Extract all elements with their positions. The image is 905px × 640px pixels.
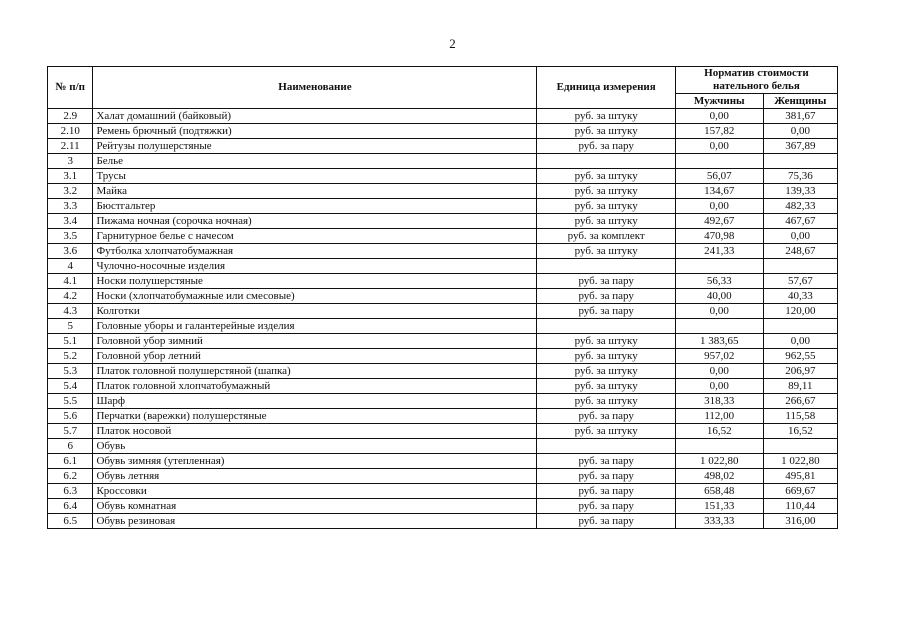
row-women-value-cell	[763, 259, 837, 274]
row-men-value-cell: 498,02	[675, 469, 763, 484]
row-women-value-cell: 0,00	[763, 334, 837, 349]
table-row	[48, 454, 838, 469]
row-men-value-cell: 1 022,80	[675, 454, 763, 469]
row-men-value-cell: 470,98	[675, 229, 763, 244]
row-men-value-cell: 56,07	[675, 169, 763, 184]
row-number-cell: 6.1	[48, 454, 93, 469]
table-row	[48, 169, 838, 184]
row-unit-cell: руб. за штуку	[537, 169, 675, 184]
row-unit-cell: руб. за пару	[537, 304, 675, 319]
row-number-cell: 6.3	[48, 484, 93, 499]
header-norm: Норматив стоимости нательного белья	[675, 67, 837, 94]
row-number-cell: 4.3	[48, 304, 93, 319]
row-men-value-cell: 0,00	[675, 379, 763, 394]
row-women-value-cell: 1 022,80	[763, 454, 837, 469]
header-women: Женщины	[763, 94, 837, 109]
row-name-cell: Обувь летняя	[93, 469, 537, 484]
row-men-value-cell: 333,33	[675, 514, 763, 529]
row-number-cell: 3.1	[48, 169, 93, 184]
row-name-cell: Майка	[93, 184, 537, 199]
row-unit-cell: руб. за пару	[537, 469, 675, 484]
row-women-value-cell: 89,11	[763, 379, 837, 394]
row-name-cell: Рейтузы полушерстяные	[93, 139, 537, 154]
row-men-value-cell: 0,00	[675, 199, 763, 214]
row-number-cell: 2.9	[48, 109, 93, 124]
row-unit-cell: руб. за штуку	[537, 124, 675, 139]
table-row	[48, 289, 838, 304]
row-unit-cell: руб. за пару	[537, 274, 675, 289]
row-number-cell: 6.4	[48, 499, 93, 514]
header-name: Наименование	[93, 67, 537, 109]
row-men-value-cell: 957,02	[675, 349, 763, 364]
row-number-cell: 3.2	[48, 184, 93, 199]
table-row	[48, 229, 838, 244]
row-name-cell: Бюстгальтер	[93, 199, 537, 214]
row-unit-cell: руб. за штуку	[537, 379, 675, 394]
row-unit-cell: руб. за пару	[537, 454, 675, 469]
row-unit-cell: руб. за штуку	[537, 334, 675, 349]
row-name-cell: Головной убор летний	[93, 349, 537, 364]
row-unit-cell: руб. за штуку	[537, 214, 675, 229]
row-women-value-cell: 0,00	[763, 229, 837, 244]
row-women-value-cell: 75,36	[763, 169, 837, 184]
row-number-cell: 3.3	[48, 199, 93, 214]
row-men-value-cell: 157,82	[675, 124, 763, 139]
row-number-cell: 5.3	[48, 364, 93, 379]
row-name-cell: Головной убор зимний	[93, 334, 537, 349]
row-name-cell: Обувь	[93, 439, 537, 454]
row-number-cell: 4.2	[48, 289, 93, 304]
table-row	[48, 274, 838, 289]
row-men-value-cell: 56,33	[675, 274, 763, 289]
row-men-value-cell: 0,00	[675, 139, 763, 154]
row-men-value-cell: 1 383,65	[675, 334, 763, 349]
header-men: Мужчины	[675, 94, 763, 109]
table-row	[48, 514, 838, 529]
row-name-cell: Белье	[93, 154, 537, 169]
row-women-value-cell	[763, 439, 837, 454]
row-unit-cell	[537, 319, 675, 334]
row-unit-cell: руб. за штуку	[537, 109, 675, 124]
row-men-value-cell: 658,48	[675, 484, 763, 499]
row-name-cell: Носки полушерстяные	[93, 274, 537, 289]
table-row	[48, 184, 838, 199]
row-unit-cell: руб. за штуку	[537, 364, 675, 379]
table-row	[48, 154, 838, 169]
row-unit-cell	[537, 439, 675, 454]
row-name-cell: Кроссовки	[93, 484, 537, 499]
row-women-value-cell: 206,97	[763, 364, 837, 379]
row-men-value-cell: 0,00	[675, 304, 763, 319]
row-number-cell: 3.4	[48, 214, 93, 229]
row-name-cell: Головные уборы и галантерейные изделия	[93, 319, 537, 334]
row-women-value-cell: 381,67	[763, 109, 837, 124]
table-row	[48, 334, 838, 349]
row-number-cell: 5.7	[48, 424, 93, 439]
table-row	[48, 394, 838, 409]
row-women-value-cell	[763, 319, 837, 334]
row-women-value-cell: 266,67	[763, 394, 837, 409]
row-women-value-cell: 248,67	[763, 244, 837, 259]
table-row	[48, 379, 838, 394]
row-women-value-cell: 669,67	[763, 484, 837, 499]
row-number-cell: 5.5	[48, 394, 93, 409]
row-women-value-cell: 367,89	[763, 139, 837, 154]
row-number-cell: 4	[48, 259, 93, 274]
row-number-cell: 4.1	[48, 274, 93, 289]
row-men-value-cell: 16,52	[675, 424, 763, 439]
row-name-cell: Трусы	[93, 169, 537, 184]
row-name-cell: Колготки	[93, 304, 537, 319]
row-unit-cell: руб. за комплект	[537, 229, 675, 244]
row-unit-cell	[537, 259, 675, 274]
table-row	[48, 349, 838, 364]
row-number-cell: 6.5	[48, 514, 93, 529]
row-number-cell: 6	[48, 439, 93, 454]
row-women-value-cell: 40,33	[763, 289, 837, 304]
table-row	[48, 304, 838, 319]
row-men-value-cell: 0,00	[675, 109, 763, 124]
table-row	[48, 439, 838, 454]
row-women-value-cell	[763, 154, 837, 169]
row-women-value-cell: 110,44	[763, 499, 837, 514]
row-men-value-cell: 0,00	[675, 364, 763, 379]
norms-table	[47, 66, 838, 529]
row-name-cell: Обувь зимняя (утепленная)	[93, 454, 537, 469]
row-women-value-cell: 120,00	[763, 304, 837, 319]
row-name-cell: Перчатки (варежки) полушерстяные	[93, 409, 537, 424]
row-number-cell: 3	[48, 154, 93, 169]
table-row	[48, 364, 838, 379]
row-number-cell: 5.4	[48, 379, 93, 394]
row-men-value-cell: 241,33	[675, 244, 763, 259]
row-number-cell: 5.2	[48, 349, 93, 364]
row-women-value-cell: 16,52	[763, 424, 837, 439]
row-name-cell: Платок головной полушерстяной (шапка)	[93, 364, 537, 379]
row-unit-cell: руб. за штуку	[537, 349, 675, 364]
row-unit-cell: руб. за пару	[537, 289, 675, 304]
row-men-value-cell	[675, 259, 763, 274]
table-row	[48, 214, 838, 229]
row-men-value-cell	[675, 154, 763, 169]
row-unit-cell: руб. за пару	[537, 139, 675, 154]
row-men-value-cell	[675, 319, 763, 334]
row-number-cell: 2.10	[48, 124, 93, 139]
row-number-cell: 5.1	[48, 334, 93, 349]
table-row	[48, 124, 838, 139]
row-women-value-cell: 495,81	[763, 469, 837, 484]
table-row	[48, 409, 838, 424]
header-number: № п/п	[48, 67, 93, 109]
row-name-cell: Платок головной хлопчатобумажный	[93, 379, 537, 394]
row-men-value-cell: 492,67	[675, 214, 763, 229]
row-unit-cell: руб. за пару	[537, 499, 675, 514]
row-unit-cell: руб. за штуку	[537, 199, 675, 214]
row-men-value-cell: 151,33	[675, 499, 763, 514]
row-number-cell: 5.6	[48, 409, 93, 424]
row-unit-cell: руб. за пару	[537, 484, 675, 499]
row-number-cell: 5	[48, 319, 93, 334]
row-name-cell: Халат домашний (байковый)	[93, 109, 537, 124]
row-women-value-cell: 115,58	[763, 409, 837, 424]
row-unit-cell	[537, 154, 675, 169]
row-women-value-cell: 57,67	[763, 274, 837, 289]
table-row	[48, 109, 838, 124]
row-name-cell: Чулочно-носочные изделия	[93, 259, 537, 274]
row-men-value-cell: 134,67	[675, 184, 763, 199]
row-unit-cell: руб. за штуку	[537, 424, 675, 439]
row-name-cell: Носки (хлопчатобумажные или смесовые)	[93, 289, 537, 304]
table-row	[48, 139, 838, 154]
row-women-value-cell: 467,67	[763, 214, 837, 229]
row-name-cell: Платок носовой	[93, 424, 537, 439]
page-number: 2	[449, 36, 456, 51]
table-row	[48, 319, 838, 334]
row-women-value-cell: 962,55	[763, 349, 837, 364]
row-women-value-cell: 139,33	[763, 184, 837, 199]
row-name-cell: Обувь резиновая	[93, 514, 537, 529]
row-men-value-cell: 40,00	[675, 289, 763, 304]
row-men-value-cell: 318,33	[675, 394, 763, 409]
row-unit-cell: руб. за штуку	[537, 394, 675, 409]
table-row	[48, 499, 838, 514]
table-row	[48, 199, 838, 214]
row-unit-cell: руб. за штуку	[537, 184, 675, 199]
row-unit-cell: руб. за пару	[537, 514, 675, 529]
row-women-value-cell: 482,33	[763, 199, 837, 214]
table-row	[48, 484, 838, 499]
row-name-cell: Обувь комнатная	[93, 499, 537, 514]
row-unit-cell: руб. за пару	[537, 409, 675, 424]
table-row	[48, 244, 838, 259]
table-body	[48, 109, 838, 529]
table-row	[48, 259, 838, 274]
table-row	[48, 469, 838, 484]
header-unit: Единица измерения	[537, 67, 675, 109]
row-women-value-cell: 316,00	[763, 514, 837, 529]
row-name-cell: Пижама ночная (сорочка ночная)	[93, 214, 537, 229]
row-name-cell: Ремень брючный (подтяжки)	[93, 124, 537, 139]
row-men-value-cell	[675, 439, 763, 454]
row-number-cell: 2.11	[48, 139, 93, 154]
row-name-cell: Футболка хлопчатобумажная	[93, 244, 537, 259]
row-name-cell: Гарнитурное белье с начесом	[93, 229, 537, 244]
row-men-value-cell: 112,00	[675, 409, 763, 424]
row-number-cell: 6.2	[48, 469, 93, 484]
row-women-value-cell: 0,00	[763, 124, 837, 139]
table-row	[48, 424, 838, 439]
row-number-cell: 3.6	[48, 244, 93, 259]
row-name-cell: Шарф	[93, 394, 537, 409]
row-number-cell: 3.5	[48, 229, 93, 244]
row-unit-cell: руб. за штуку	[537, 244, 675, 259]
